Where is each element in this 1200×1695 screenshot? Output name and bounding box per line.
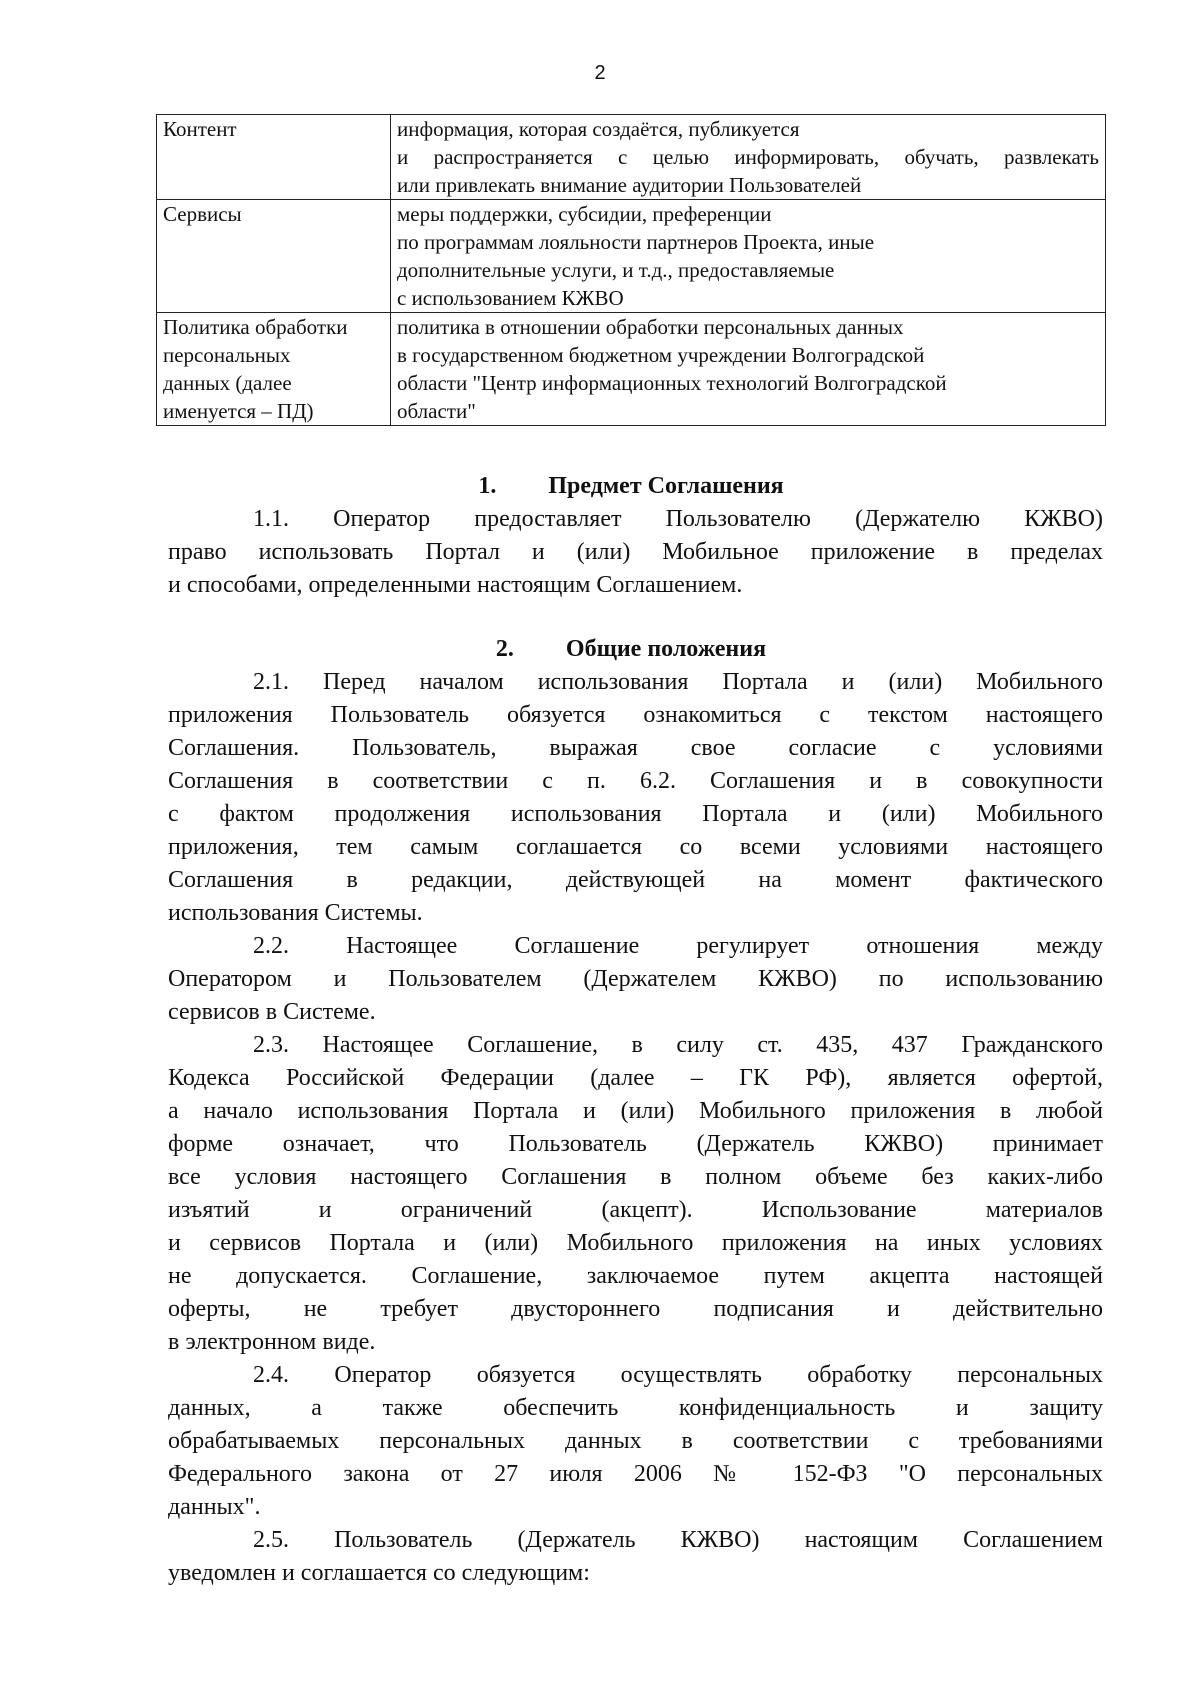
- definition-line: информация, которая создаётся, публикуется: [397, 117, 800, 141]
- paragraph-line: Оператором и Пользователем (Держателем КЖВО) по использованию: [168, 966, 1103, 992]
- definition-line: с использованием КЖВО: [397, 286, 624, 310]
- term-line: данных (далее: [163, 371, 292, 395]
- term-cell: [157, 115, 391, 200]
- paragraph-line: приложения Пользователь обязуется ознакомиться с текстом настоящего: [168, 702, 1103, 728]
- paragraph-2-1: [168, 666, 1103, 930]
- section-number: 2.: [495, 636, 514, 662]
- paragraph-line: 2.3. Настоящее Соглашение, в силу ст. 435, 437 Гражданского: [253, 1032, 1103, 1058]
- definition-cell: [391, 200, 1106, 313]
- paragraph-line: и способами, определенными настоящим Соглашением.: [168, 572, 743, 598]
- definition-cell: [391, 313, 1106, 426]
- paragraph-line: 2.2. Настоящее Соглашение регулирует отношения между: [253, 933, 1103, 959]
- term-line: именуется – ПД): [163, 399, 314, 423]
- paragraph-line: все условия настоящего Соглашения в полном объеме без каких-либо: [168, 1164, 1103, 1190]
- paragraph-line: Федерального закона от 27 июля 2006 № 152-ФЗ "О персональных: [168, 1461, 1103, 1487]
- paragraph-line: данных, а также обеспечить конфиденциальность и защиту: [168, 1395, 1103, 1421]
- term-cell: [157, 200, 391, 313]
- definition-line: по программам лояльности партнеров Проекта, иные: [397, 230, 875, 254]
- paragraph-1-1: [168, 503, 1103, 602]
- paragraph-line: Соглашения. Пользователь, выражая свое согласие с условиями: [168, 735, 1103, 761]
- definition-line: в государственном бюджетном учреждении Волгоградской: [397, 343, 925, 367]
- table-row: [157, 200, 1106, 313]
- paragraph-line: а начало использования Портала и (или) Мобильного приложения в любой: [168, 1098, 1103, 1124]
- term-line: персональных: [163, 343, 291, 367]
- paragraph-line: использования Системы.: [168, 900, 423, 926]
- paragraph-line: в электронном виде.: [168, 1329, 376, 1355]
- definitions-table: [156, 114, 1106, 426]
- paragraph-line: изъятий и ограничений (акцепт). Использование материалов: [168, 1197, 1103, 1223]
- definition-line: политика в отношении обработки персональных данных: [397, 315, 904, 339]
- definition-line: и распространяется с целью информировать, обучать, развлекать: [397, 145, 1099, 169]
- paragraph-line: Кодекса Российской Федерации (далее – ГК РФ), является офертой,: [168, 1065, 1103, 1091]
- table-row: [157, 115, 1106, 200]
- paragraph-line: 1.1. Оператор предоставляет Пользователю (Держателю КЖВО): [253, 506, 1103, 532]
- paragraph-line: с фактом продолжения использования Портала и (или) Мобильного: [168, 801, 1103, 827]
- paragraph-line: Соглашения в соответствии с п. 6.2. Соглашения и в совокупности: [168, 768, 1103, 794]
- section-heading: [156, 633, 1106, 666]
- paragraph-line: и сервисов Портала и (или) Мобильного приложения на иных условиях: [168, 1230, 1103, 1256]
- definition-line: области "Центр информационных технологий Волгоградской: [397, 371, 947, 395]
- section-title: Общие положения: [565, 636, 767, 662]
- paragraph-line: обрабатываемых персональных данных в соответствии с требованиями: [168, 1428, 1103, 1454]
- table-row: [157, 313, 1106, 426]
- paragraph-line: 2.5. Пользователь (Держатель КЖВО) настоящим Соглашением: [253, 1527, 1103, 1553]
- term-line: Политика обработки: [163, 315, 348, 339]
- paragraph-line: приложения, тем самым соглашается со всеми условиями настоящего: [168, 834, 1103, 860]
- definition-line: или привлекать внимание аудитории Пользователей: [397, 173, 862, 197]
- term-cell: [157, 313, 391, 426]
- paragraph-line: не допускается. Соглашение, заключаемое путем акцепта настоящей: [168, 1263, 1103, 1289]
- section-number: 1.: [478, 473, 497, 499]
- paragraph-line: 2.4. Оператор обязуется осуществлять обработку персональных: [253, 1362, 1103, 1388]
- paragraph-2-2: [168, 930, 1103, 1029]
- term-line: Контент: [163, 117, 237, 141]
- definition-line: дополнительные услуги, и т.д., предоставляемые: [397, 258, 835, 282]
- paragraph-2-3: [168, 1029, 1103, 1359]
- term-line: Сервисы: [163, 202, 242, 226]
- definition-cell: [391, 115, 1106, 200]
- paragraph-line: уведомлен и соглашается со следующим:: [168, 1560, 590, 1586]
- section-title: Предмет Соглашения: [548, 473, 784, 499]
- paragraph-line: право использовать Портал и (или) Мобильное приложение в пределах: [168, 539, 1103, 565]
- paragraph-line: Соглашения в редакции, действующей на момент фактического: [168, 867, 1103, 893]
- paragraph-line: 2.1. Перед началом использования Портала и (или) Мобильного: [253, 669, 1103, 695]
- paragraph-line: форме означает, что Пользователь (Держатель КЖВО) принимает: [168, 1131, 1103, 1157]
- paragraph-line: оферты, не требует двустороннего подписания и действительно: [168, 1296, 1103, 1322]
- page-number: 2: [594, 62, 606, 84]
- definition-line: области": [397, 399, 476, 423]
- definition-line: меры поддержки, субсидии, преференции: [397, 202, 772, 226]
- section-heading: [156, 470, 1106, 503]
- paragraph-2-4: [168, 1359, 1103, 1524]
- paragraph-line: данных".: [168, 1494, 261, 1520]
- paragraph-2-5: [168, 1524, 1103, 1590]
- paragraph-line: сервисов в Системе.: [168, 999, 376, 1025]
